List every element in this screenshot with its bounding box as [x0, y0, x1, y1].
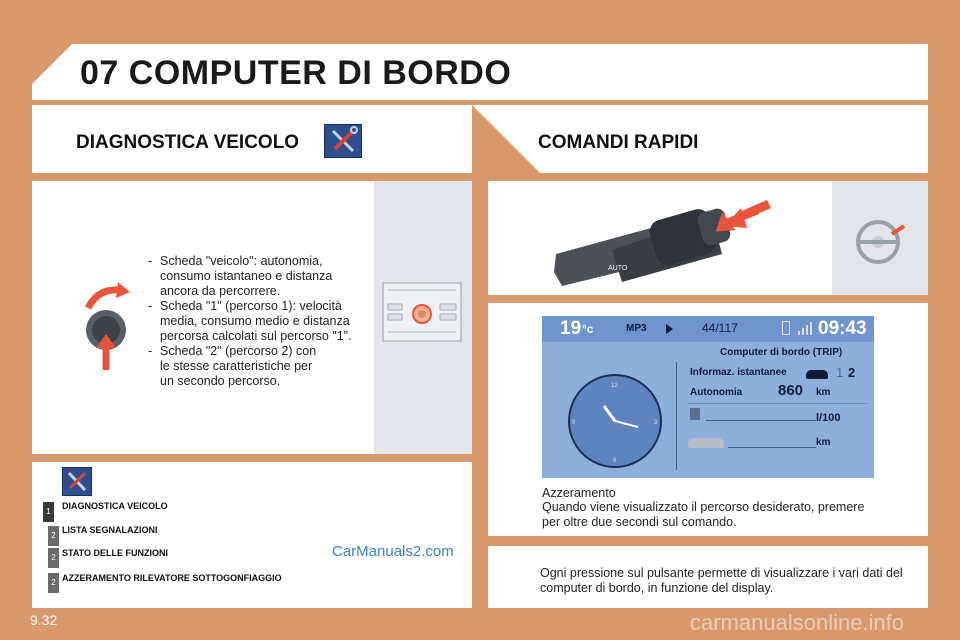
clock-number: 6: [613, 458, 617, 464]
car-side-icon: [688, 438, 724, 448]
menu-item-azzeramento-sottogonfiaggio[interactable]: AZZERAMENTO RILEVATORE SOTTOGONFIAGGIO: [62, 573, 282, 583]
page-title: 07 COMPUTER DI BORDO: [80, 54, 512, 92]
row-line: [728, 447, 816, 448]
clock-time: 09:43: [818, 318, 867, 339]
temperature-unit: °c: [582, 322, 594, 336]
menu-panel: [32, 462, 472, 608]
section-title-comandi: COMANDI RAPIDI: [538, 132, 699, 153]
reset-title: Azzeramento: [542, 486, 616, 500]
tools-icon: [324, 124, 362, 158]
phone-icon: [782, 321, 790, 335]
screen-divider: [676, 362, 677, 470]
page-number: 9.32: [30, 612, 58, 628]
distance-unit: km: [816, 437, 831, 448]
consumption-unit: l/100: [816, 412, 841, 424]
stalk-auto-label: AUTO: [608, 265, 628, 272]
play-icon: [666, 324, 673, 334]
scroll-knob-icon: [78, 280, 138, 380]
menu-level-badge: 2: [48, 548, 59, 568]
row-line: [706, 420, 816, 421]
menu-level-badge: 2: [48, 526, 59, 546]
audio-source: MP3: [626, 323, 647, 334]
clock-number: 12: [611, 383, 618, 389]
red-arrow-icon: [725, 200, 773, 230]
autonomy-value: 860: [778, 382, 804, 399]
steering-wheel-icon: [852, 212, 908, 268]
temperature-value: 19: [560, 318, 582, 339]
menu-level-badge: 1: [43, 502, 54, 522]
radio-panel-icon: [382, 282, 462, 342]
trip-1-tab: 1: [836, 365, 844, 380]
tools-icon: [62, 467, 92, 496]
watermark-carmanuals: CarManuals2.com: [332, 543, 454, 560]
trip-2-tab: 2: [848, 365, 856, 380]
fuel-pump-icon: [690, 408, 700, 420]
info-text-1: Ogni pressione sul pulsante permette di visualizzare i vari dati del: [540, 566, 903, 580]
clock-number: 3: [654, 420, 658, 426]
car-icon: [806, 370, 828, 379]
bullet-item: - Scheda "2" (percorso 2) con le stesse caratteristiche per un secondo percorso.: [148, 344, 317, 388]
reset-text-2: per oltre due secondi sul comando.: [542, 515, 737, 529]
row-separator: [688, 403, 868, 404]
signal-icon: [798, 321, 816, 335]
bullet-item: - Scheda "1" (percorso 1): velocità media, consumo medio e distanza percorsa calcolati sul percorso "1".: [148, 299, 352, 343]
menu-item-stato-funzioni[interactable]: STATO DELLE FUNZIONI: [62, 548, 168, 558]
track-counter: 44/117: [702, 321, 738, 335]
menu-level-badge: 2: [48, 573, 59, 593]
vehicle-info-bullets: [148, 254, 378, 389]
autonomy-unit: km: [816, 387, 831, 398]
info-text-2: computer di bordo, in funzione del display.: [540, 581, 774, 595]
analog-clock: [562, 368, 668, 474]
screen-header: Computer di bordo (TRIP): [720, 347, 843, 358]
clock-number: 9: [572, 420, 576, 426]
menu-item-diagnostica[interactable]: DIAGNOSTICA VEICOLO: [62, 501, 168, 511]
display-screen: [542, 316, 874, 478]
menu-item-lista-segnalazioni[interactable]: LISTA SEGNALAZIONI: [62, 525, 158, 535]
bullet-item: - Scheda "veicolo": autonomia, consumo istantaneo e distanza ancora da percorrere.: [148, 254, 333, 298]
watermark-footer: carmanualsonline.info: [690, 610, 905, 635]
row-autonomy-label: Autonomia: [690, 387, 743, 398]
row-instant-info-label: Informaz. istantanee: [690, 367, 787, 378]
reset-text-1: Quando viene visualizzato il percorso desiderato, premere: [542, 500, 865, 514]
section-title-diagnostica: DIAGNOSTICA VEICOLO: [76, 132, 300, 153]
